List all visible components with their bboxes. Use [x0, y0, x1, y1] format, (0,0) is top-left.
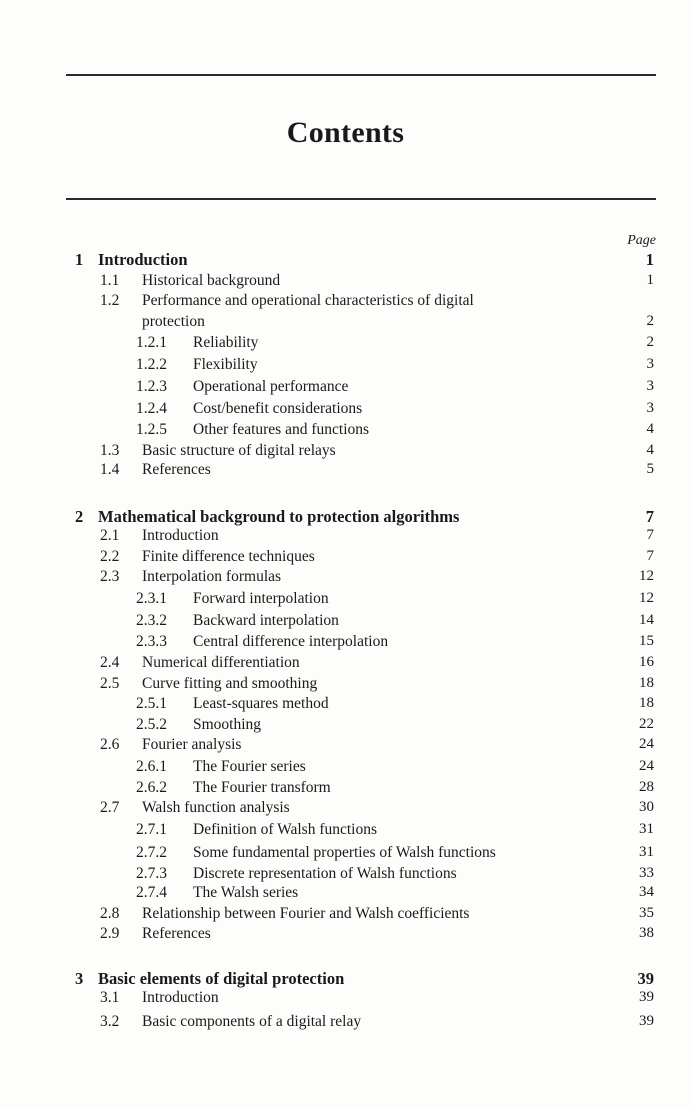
- page-title: Contents: [286, 116, 405, 149]
- entry-number: 2.3.1: [136, 590, 167, 607]
- toc-entry-row: [0, 884, 691, 904]
- toc-entry-row: [0, 779, 691, 799]
- entry-number: 2.7.2: [136, 844, 167, 861]
- toc-entry-row: [0, 527, 691, 547]
- toc-entry-row: [0, 313, 691, 333]
- entry-page-number: 5: [646, 461, 654, 477]
- entry-title: Historical background: [142, 272, 281, 289]
- entry-number: 1: [75, 250, 84, 269]
- entry-title: Performance and operational characteristics of digital: [142, 292, 474, 309]
- toc-chapter-row: [0, 507, 691, 527]
- entry-page-number: 28: [639, 779, 654, 795]
- entry-title: The Fourier transform: [193, 779, 331, 796]
- entry-title: Interpolation formulas: [142, 568, 282, 585]
- toc-entry-row: [0, 461, 691, 481]
- toc-entry-row: [0, 633, 691, 653]
- entry-title: Smoothing: [193, 716, 262, 733]
- entry-title: Other features and functions: [193, 421, 370, 438]
- entry-number: 2.8: [100, 905, 120, 922]
- entry-page-number: 4: [646, 442, 654, 458]
- entry-title: Relationship between Fourier and Walsh coefficients: [142, 905, 470, 922]
- entry-page-number: 24: [639, 758, 654, 774]
- entry-page-number: 1: [645, 250, 654, 269]
- entry-number: 1.1: [100, 272, 120, 289]
- entry-title: Walsh function analysis: [142, 799, 290, 816]
- entry-page-number: 15: [639, 633, 654, 649]
- entry-number: 2.1: [100, 527, 120, 544]
- toc-entry-row: [0, 568, 691, 588]
- entry-title: Introduction: [142, 527, 219, 544]
- entry-title: Reliability: [193, 334, 259, 351]
- entry-title: Least-squares method: [193, 695, 329, 712]
- toc-entry-row: [0, 421, 691, 441]
- entry-number: 2.7.4: [136, 884, 167, 901]
- toc-entry-row: [0, 925, 691, 945]
- top-rule: [66, 74, 656, 76]
- entry-number: 2.3.3: [136, 633, 167, 650]
- entry-number: 3.2: [100, 1013, 120, 1030]
- entry-page-number: 31: [639, 821, 654, 837]
- toc-entry-row: [0, 1013, 691, 1033]
- entry-page-number: 2: [646, 313, 654, 329]
- entry-page-number: 3: [646, 400, 654, 416]
- entry-page-number: 24: [639, 736, 654, 752]
- entry-page-number: 34: [639, 884, 654, 900]
- toc-entry-row: [0, 844, 691, 864]
- entry-title: Curve fitting and smoothing: [142, 675, 318, 692]
- entry-title: Introduction: [98, 250, 188, 269]
- entry-page-number: 1: [646, 272, 654, 288]
- entry-number: 2.6.1: [136, 758, 167, 775]
- toc-entry-row: [0, 675, 691, 695]
- entry-number: 3.1: [100, 989, 120, 1006]
- entry-title: Introduction: [142, 989, 219, 1006]
- entry-number: 3: [75, 969, 84, 988]
- entry-number: 2.5: [100, 675, 120, 692]
- entry-number: 1.2.4: [136, 400, 167, 417]
- toc-entry-row: [0, 400, 691, 420]
- entry-number: 1.2.2: [136, 356, 167, 373]
- entry-page-number: 12: [639, 568, 654, 584]
- entry-number: 2.2: [100, 548, 120, 565]
- entry-title: Some fundamental properties of Walsh functions: [193, 844, 496, 861]
- toc-entry-row: [0, 865, 691, 885]
- entry-page-number: 7: [646, 527, 654, 543]
- entry-title: protection: [142, 313, 205, 330]
- entry-title: References: [142, 925, 211, 942]
- entry-page-number: 22: [639, 716, 654, 732]
- toc-entry-row: [0, 654, 691, 674]
- entry-title: Fourier analysis: [142, 736, 242, 753]
- entry-page-number: 7: [645, 507, 654, 526]
- entry-number: 1.2.5: [136, 421, 167, 438]
- entry-number: 2.3.2: [136, 612, 167, 629]
- entry-title: Flexibility: [193, 356, 258, 373]
- entry-number: 1.2.1: [136, 334, 167, 351]
- toc-entry-row: [0, 736, 691, 756]
- entry-page-number: 39: [639, 989, 654, 1005]
- entry-page-number: 39: [637, 969, 654, 988]
- entry-number: 2.3: [100, 568, 120, 585]
- entry-page-number: 4: [646, 421, 654, 437]
- entry-number: 2.7.3: [136, 865, 167, 882]
- entry-title: Basic components of a digital relay: [142, 1013, 362, 1030]
- entry-title: Finite difference techniques: [142, 548, 315, 565]
- toc-entry-row: [0, 378, 691, 398]
- toc-entry-row: [0, 548, 691, 568]
- entry-title: Basic structure of digital relays: [142, 442, 336, 459]
- entry-title: The Fourier series: [193, 758, 306, 775]
- toc-entry-row: [0, 799, 691, 819]
- entry-page-number: 14: [639, 612, 654, 628]
- entry-page-number: 12: [639, 590, 654, 606]
- entry-page-number: 30: [639, 799, 654, 815]
- entry-page-number: 3: [646, 356, 654, 372]
- entry-number: 2.5.1: [136, 695, 167, 712]
- entry-page-number: 16: [639, 654, 654, 670]
- entry-number: 1.2: [100, 292, 120, 309]
- entry-title: Backward interpolation: [193, 612, 339, 629]
- entry-number: 2.6.2: [136, 779, 167, 796]
- entry-title: Operational performance: [193, 378, 349, 395]
- entry-title: The Walsh series: [193, 884, 299, 901]
- toc-entry-row: [0, 292, 691, 312]
- entry-number: 2.7: [100, 799, 120, 816]
- entry-number: 2.6: [100, 736, 120, 753]
- toc-entry-row: [0, 989, 691, 1009]
- entry-page-number: 31: [639, 844, 654, 860]
- entry-title: Definition of Walsh functions: [193, 821, 378, 838]
- toc-entry-row: [0, 905, 691, 925]
- toc-entry-row: [0, 442, 691, 462]
- entry-number: 2.4: [100, 654, 120, 671]
- entry-title: Numerical differentiation: [142, 654, 300, 671]
- toc-entry-row: [0, 758, 691, 778]
- entry-title: Discrete representation of Walsh functions: [193, 865, 457, 882]
- toc-chapter-row: [0, 250, 691, 270]
- entry-title: References: [142, 461, 211, 478]
- entry-title: Cost/benefit considerations: [193, 400, 363, 417]
- entry-number: 1.4: [100, 461, 120, 478]
- entry-page-number: 2: [646, 334, 654, 350]
- entry-title: Mathematical background to protection algorithms: [98, 507, 460, 526]
- entry-number: 2.7.1: [136, 821, 167, 838]
- entry-title: Forward interpolation: [193, 590, 329, 607]
- toc-entry-row: [0, 334, 691, 354]
- bottom-rule: [66, 198, 656, 200]
- entry-page-number: 35: [639, 905, 654, 921]
- toc-entry-row: [0, 272, 691, 292]
- toc-entry-row: [0, 590, 691, 610]
- page-column-header: Page: [627, 233, 656, 248]
- entry-number: 2.5.2: [136, 716, 167, 733]
- toc-entry-row: [0, 356, 691, 376]
- entry-number: 1.2.3: [136, 378, 167, 395]
- entry-page-number: 18: [639, 675, 654, 691]
- entry-page-number: 33: [639, 865, 654, 881]
- entry-number: 2: [75, 507, 84, 526]
- entry-title: Central difference interpolation: [193, 633, 389, 650]
- toc-chapter-row: [0, 969, 691, 989]
- entry-number: 2.9: [100, 925, 120, 942]
- entry-page-number: 7: [646, 548, 654, 564]
- entry-page-number: 3: [646, 378, 654, 394]
- entry-title: Basic elements of digital protection: [98, 969, 345, 988]
- toc-entry-row: [0, 612, 691, 632]
- entry-page-number: 39: [639, 1013, 654, 1029]
- toc-entry-row: [0, 821, 691, 841]
- entry-number: 1.3: [100, 442, 120, 459]
- entry-page-number: 38: [639, 925, 654, 941]
- toc-entry-row: [0, 695, 691, 715]
- toc-entry-row: [0, 716, 691, 736]
- entry-page-number: 18: [639, 695, 654, 711]
